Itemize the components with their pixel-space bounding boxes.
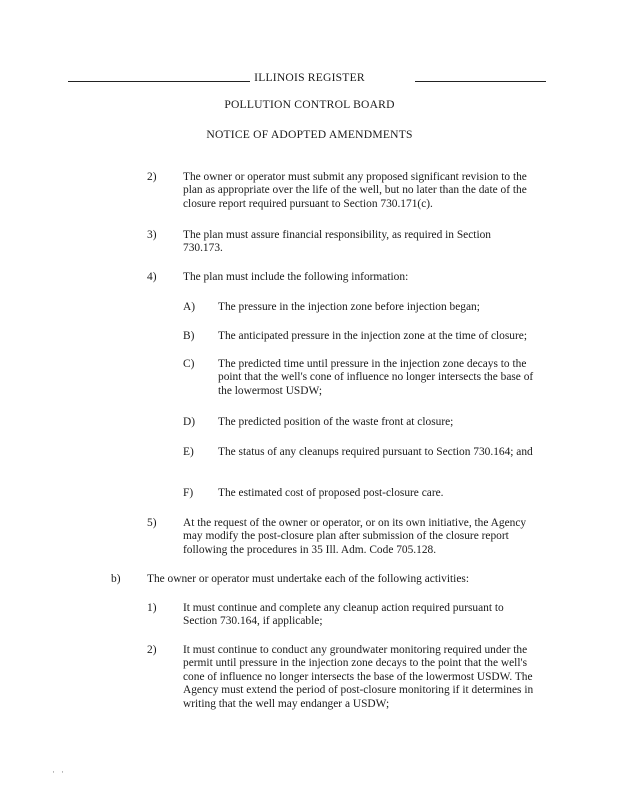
item-number: 2) bbox=[147, 644, 157, 656]
subitem-text: The estimated cost of proposed post-closure care. bbox=[218, 487, 444, 499]
subitem-letter: D) bbox=[183, 416, 196, 428]
scan-artifact: ·​· bbox=[52, 767, 70, 777]
item-text: At the request of the owner or operator, or on its own initiative, the Agency may modify the post-closure plan after submission of the closure report following the procedures in 35 Ill. Adm. Code 705.128. bbox=[183, 517, 527, 556]
subitem-text: The predicted time until pressure in the injection zone decays to the point that the well's cone of influence no longer intersects the base of the lowermost USDW; bbox=[218, 358, 534, 397]
section-text: The owner or operator must undertake each of the following activities: bbox=[147, 573, 469, 585]
header-rule-right bbox=[415, 81, 546, 82]
item-text: It must continue and complete any cleanup action required pursuant to Section 730.164, if applicable; bbox=[183, 602, 504, 628]
subitem-text: The predicted position of the waste front at closure; bbox=[218, 416, 454, 428]
item-text: It must continue to conduct any groundwater monitoring required under the permit until pressure in the injection zone decays to the point that the well's cone of influence no longer intersects the base of the lowermost USDW. The Agency must extend the period of post-closure monitoring if it determines in writing that the well may endanger a USDW; bbox=[183, 644, 534, 710]
subitem-text: The status of any cleanups required pursuant to Section 730.164; and bbox=[218, 446, 533, 458]
item-number: 5) bbox=[147, 517, 157, 529]
item-number: 3) bbox=[147, 229, 157, 241]
item-number: 2) bbox=[147, 171, 157, 183]
subitem-letter: E) bbox=[183, 446, 194, 458]
item-text: The plan must assure financial responsibility, as required in Section 730.173. bbox=[183, 229, 491, 255]
subitem-text: The pressure in the injection zone before injection began; bbox=[218, 301, 480, 313]
notice-title: NOTICE OF ADOPTED AMENDMENTS bbox=[206, 128, 413, 141]
subitem-letter: A) bbox=[183, 301, 196, 313]
section-letter: b) bbox=[111, 573, 121, 585]
subitem-letter: C) bbox=[183, 358, 195, 370]
item-text: The owner or operator must submit any proposed significant revision to the plan as appropriate over the life of the well, but no later than the date of the closure report required pursuant to Section 730.171(c). bbox=[183, 171, 527, 210]
register-title: ILLINOIS REGISTER bbox=[254, 71, 365, 84]
item-number: 1) bbox=[147, 602, 157, 614]
item-text: The plan must include the following information: bbox=[183, 271, 409, 283]
subitem-letter: F) bbox=[183, 487, 194, 499]
subitem-letter: B) bbox=[183, 330, 195, 342]
board-title: POLLUTION CONTROL BOARD bbox=[224, 98, 395, 111]
subitem-text: The anticipated pressure in the injection zone at the time of closure; bbox=[218, 330, 528, 342]
item-number: 4) bbox=[147, 271, 157, 283]
